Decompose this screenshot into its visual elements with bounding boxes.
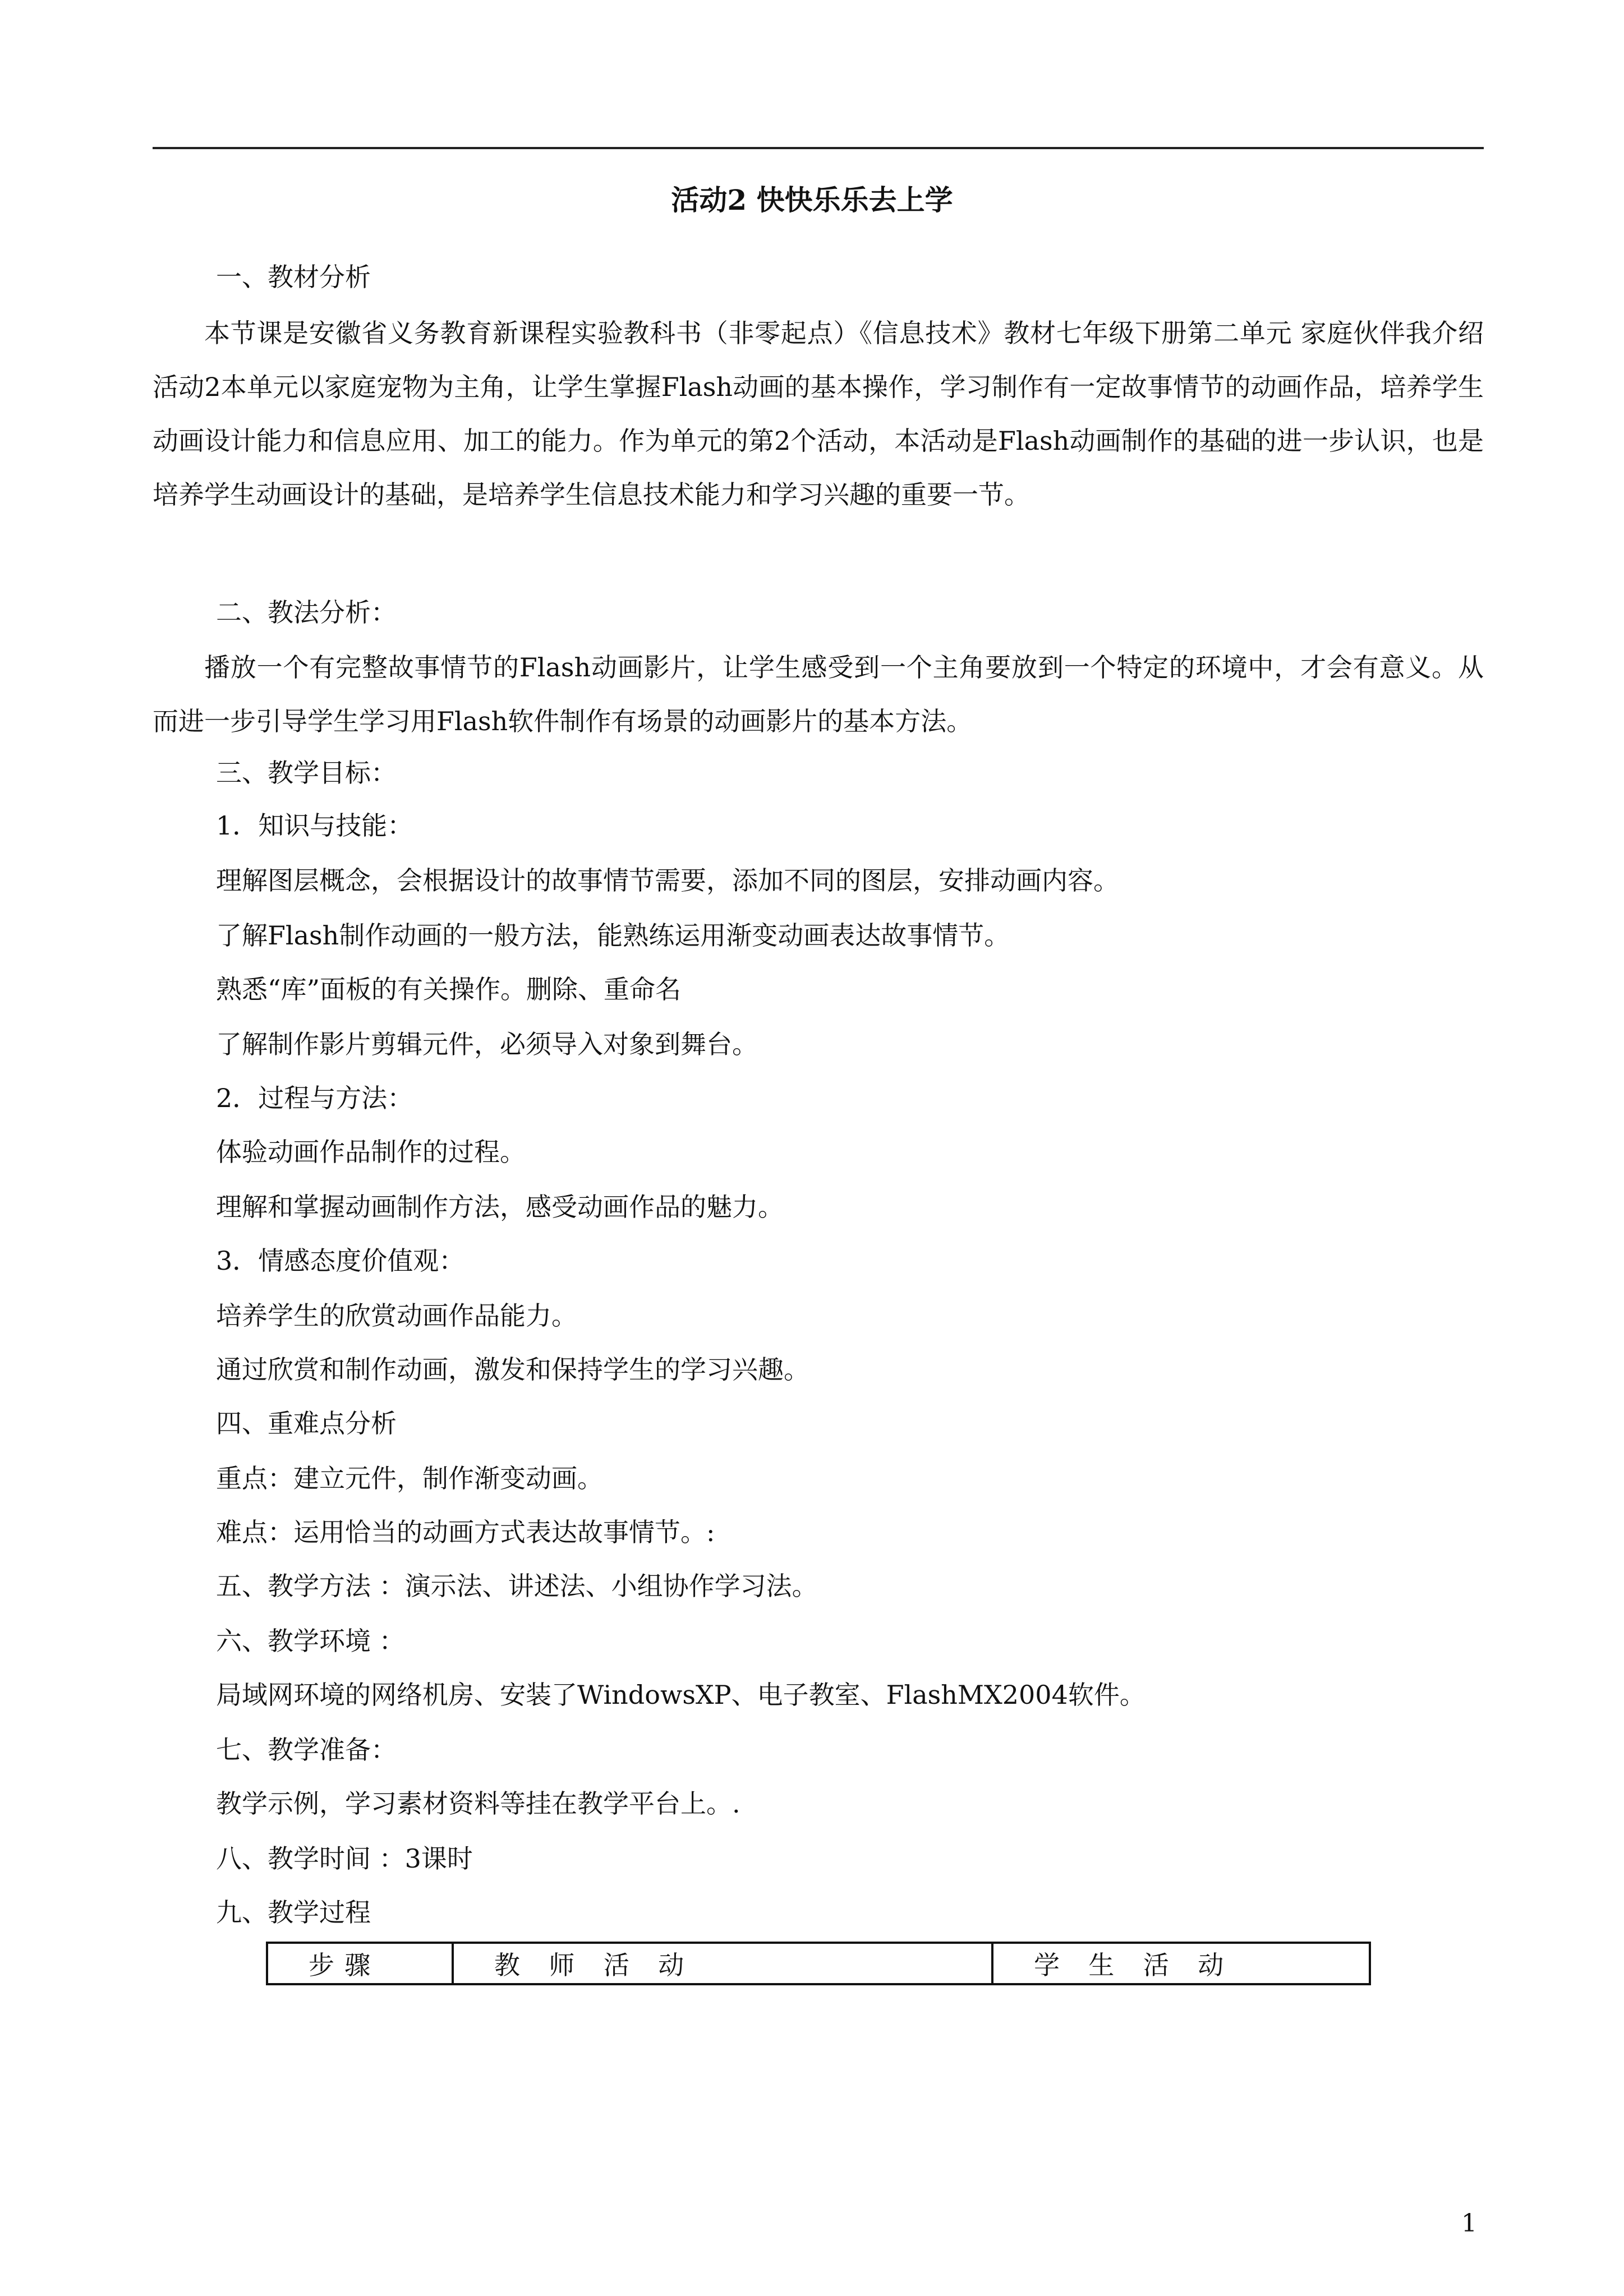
- table-header-teacher-activity: 教 师 活 动: [453, 1943, 992, 1984]
- teaching-preparation-text: 教学示例，学习素材资料等挂在教学平台上。.: [216, 1788, 740, 1819]
- key-point: 重点：建立元件，制作渐变动画。: [216, 1463, 603, 1493]
- section-heading-teaching-environment: 六、教学环境 ：: [216, 1626, 405, 1656]
- section-heading-teaching-goals: 三、教学目标：: [216, 758, 397, 788]
- goal-knowledge-skills: 1．知识与技能：: [216, 810, 413, 841]
- section-heading-teaching-process: 九、教学过程: [216, 1897, 371, 1928]
- page-number: 1: [1461, 2209, 1477, 2238]
- difficult-point: 难点：运用恰当的动画方式表达故事情节。:: [216, 1517, 715, 1547]
- document-title: 活动2 快快乐乐去上学: [671, 183, 953, 216]
- table-header-row: [267, 1943, 1370, 1984]
- table-header-step: 步骤: [267, 1943, 453, 1984]
- table-header-student-activity: 学 生 活 动: [992, 1943, 1370, 1984]
- goal-attitudes-values: 3．情感态度价值观：: [216, 1246, 465, 1276]
- section-heading-textbook-analysis: 一、教材分析: [216, 262, 371, 292]
- goal-item: 体验动画作品制作的过程。: [216, 1137, 526, 1167]
- goal-process-methods: 2．过程与方法：: [216, 1083, 413, 1113]
- goal-item: 了解制作影片剪辑元件，必须导入对象到舞台。: [216, 1029, 758, 1059]
- section-heading-teaching-preparation: 七、教学准备：: [216, 1735, 397, 1765]
- goal-item: 通过欣赏和制作动画，激发和保持学生的学习兴趣。: [216, 1354, 809, 1385]
- section-teaching-methods: 五、教学方法 ：演示法、讲述法、小组协作学习法。: [216, 1571, 818, 1601]
- goal-item: 理解图层概念，会根据设计的故事情节需要，添加不同的图层，安排动画内容。: [216, 865, 1119, 896]
- goal-item: 理解和掌握动画制作方法，感受动画作品的魅力。: [216, 1192, 784, 1222]
- goal-item: 熟悉“库”面板的有关操作。删除、重命名: [216, 974, 682, 1004]
- header-rule: [153, 147, 1484, 149]
- goal-item: 了解Flash制作动画的一般方法，能熟练运用渐变动画表达故事情节。: [216, 920, 1010, 951]
- teaching-environment-text: 局域网环境的网络机房、安装了WindowsXP、电子教室、FlashMX2004软件。: [216, 1680, 1145, 1710]
- goal-item: 培养学生的欣赏动画作品能力。: [216, 1301, 577, 1331]
- teaching-process-table: [266, 1942, 1371, 1985]
- section-heading-key-difficult-points: 四、重难点分析: [216, 1408, 397, 1439]
- teaching-method-paragraph: 播放一个有完整故事情节的Flash动画影片，让学生感受到一个主角要放到一个特定的环境中，才会有意义。从而进一步引导学生学习用Flash软件制作有场景的动画影片的基本方法。: [153, 652, 1484, 736]
- section-teaching-time: 八、教学时间 ：3课时: [216, 1843, 473, 1874]
- section-heading-teaching-method-analysis: 二、教法分析：: [216, 597, 397, 628]
- textbook-analysis-paragraph: 本节课是安徽省义务教育新课程实验教科书（非零起点）《信息技术》教材七年级下册第二单元 家庭伙伴我介绍活动2本单元以家庭宠物为主角，让学生掌握Flash动画的基本操作，学习制作有一定故事情节的动画作品，培养学生动画设计能力和信息应用、加工的能力。作为单元的第2个活动，本活动是Flash动画制作的基础的进一步认识，也是培养学生动画设计的基础，是培养学生信息技术能力和学习兴趣的重要一节。: [153, 318, 1484, 510]
